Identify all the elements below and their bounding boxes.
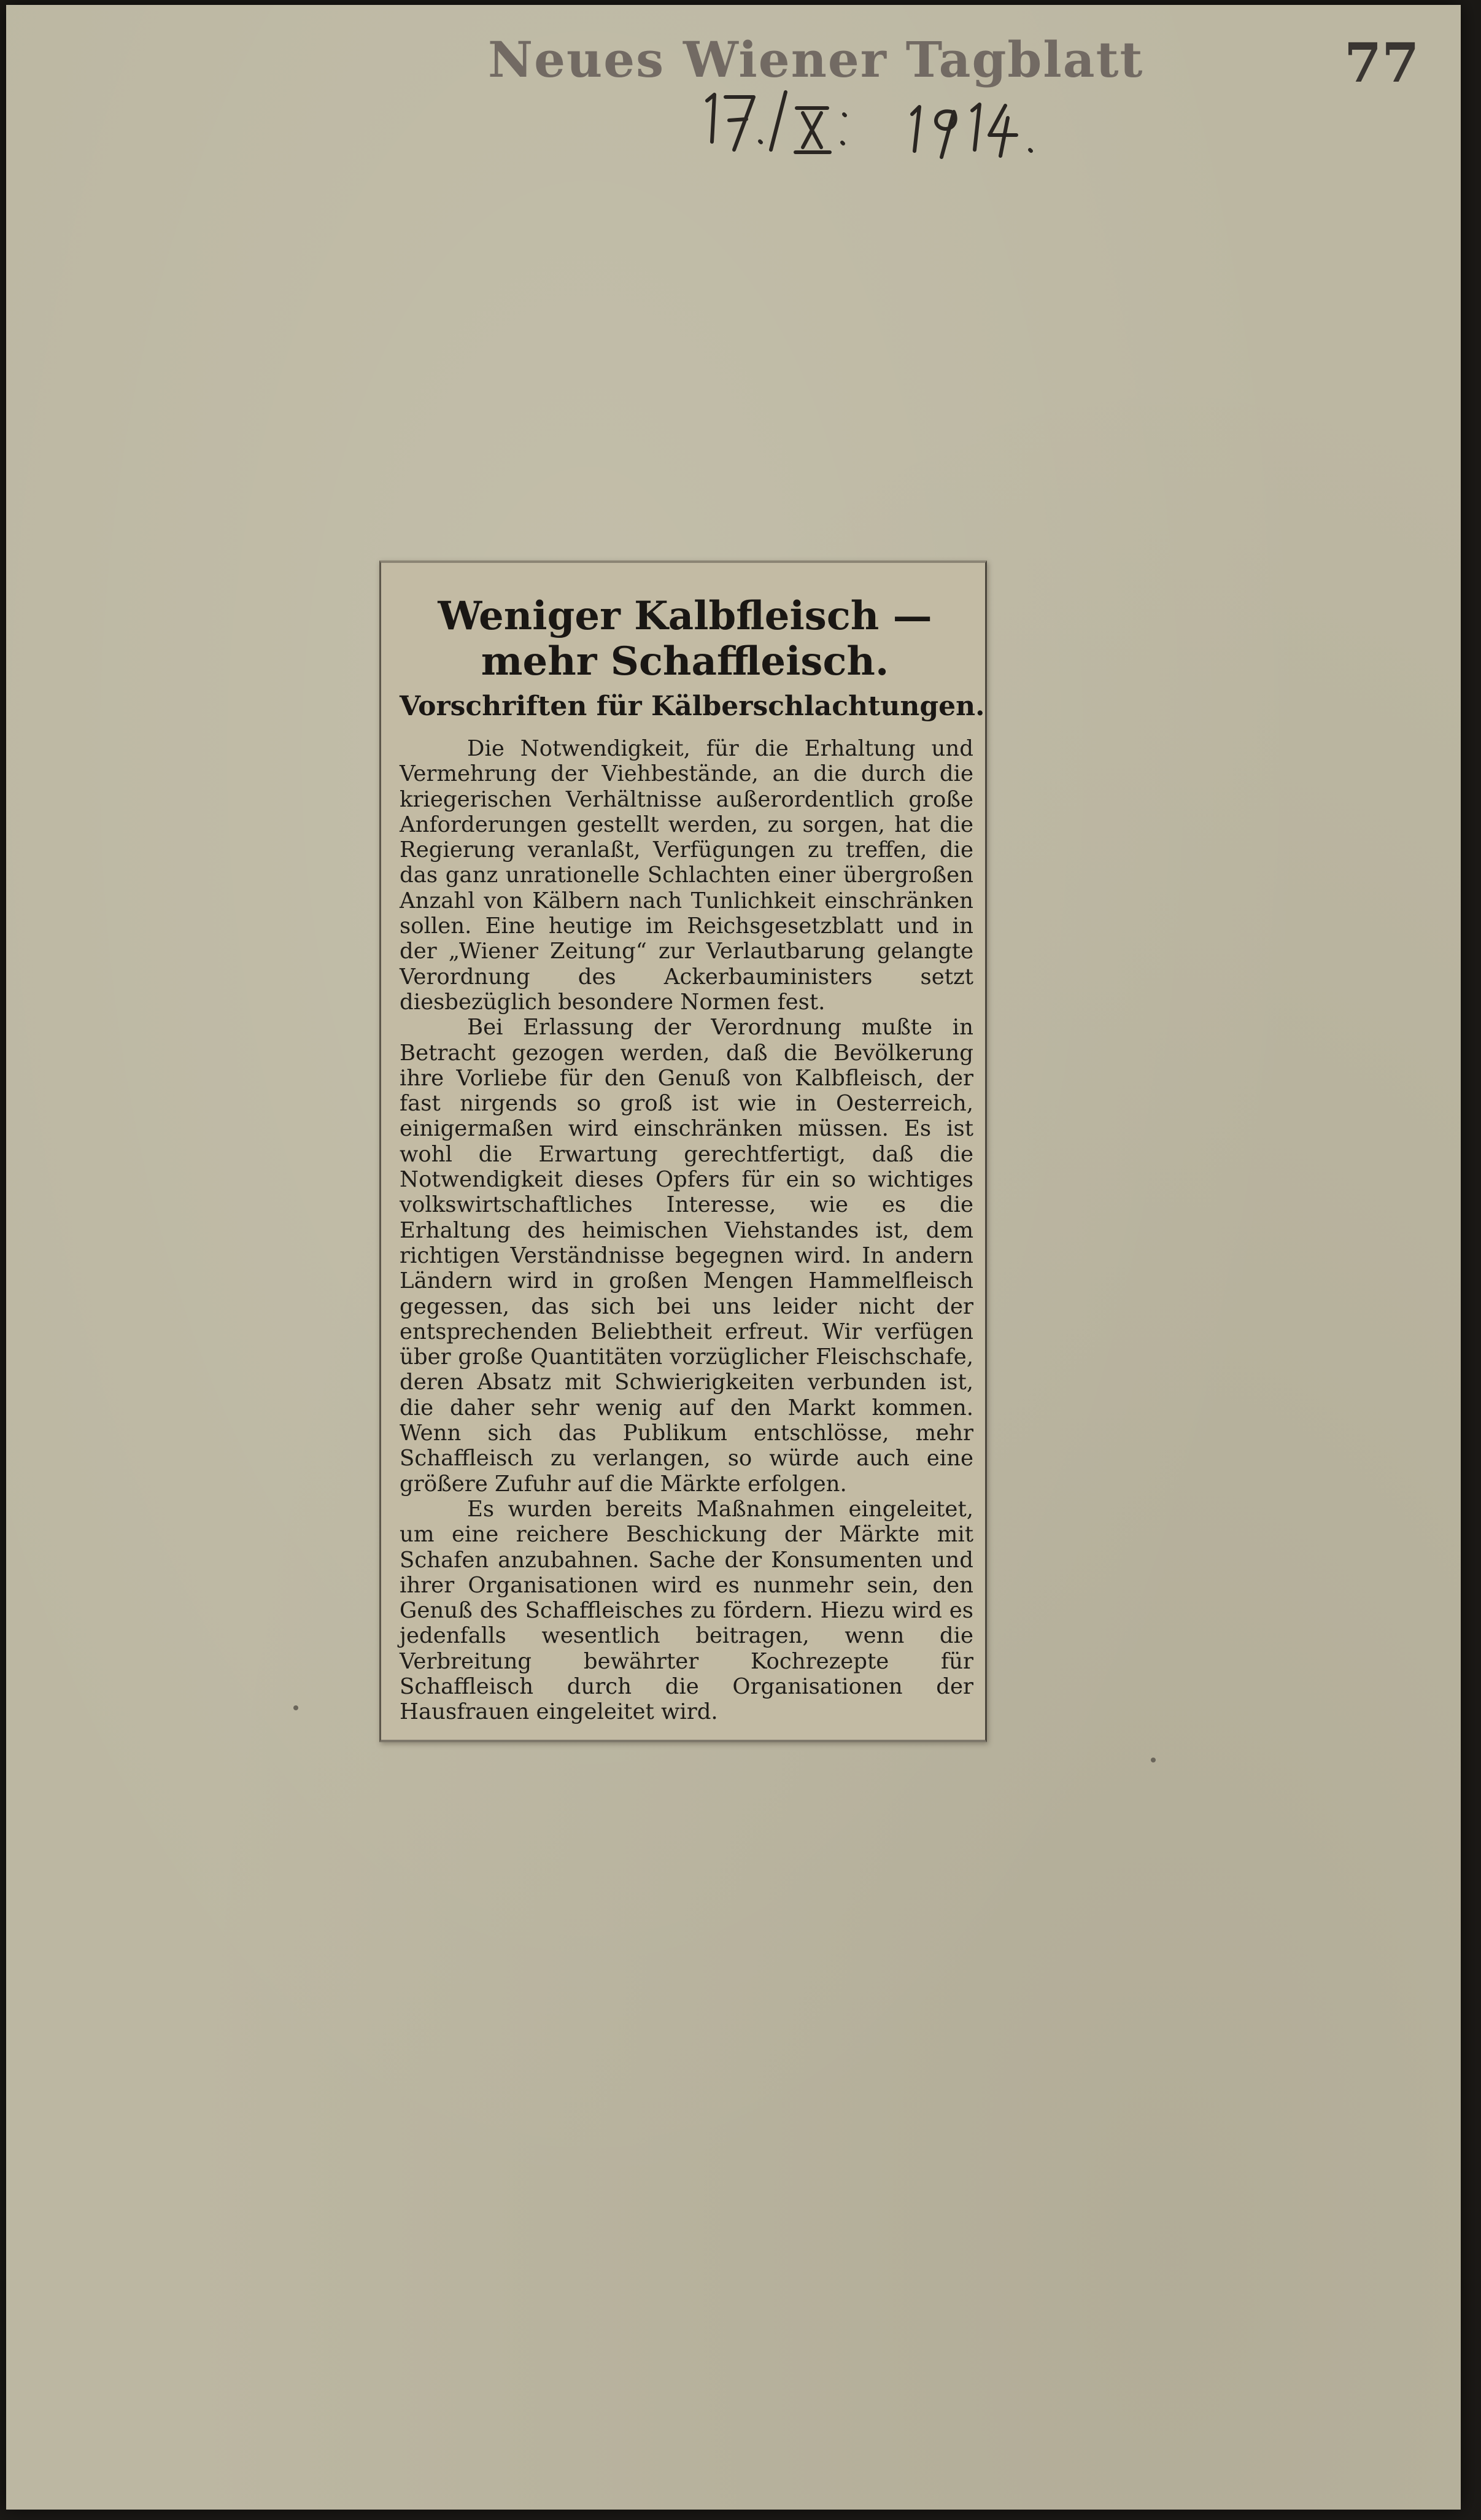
newspaper-clipping — [379, 560, 987, 1742]
article-headline: Weniger Kalbfleisch — mehr Schaffleisch. — [438, 593, 932, 684]
newspaper-name-stamp: Neues Wiener Tagblatt — [488, 31, 1144, 88]
archive-sheet — [6, 5, 1461, 2510]
article-body — [400, 736, 973, 1725]
article-paragraph: Bei Erlassung der Verordnung mußte in Betracht gezogen werden, daß die Bevölkerung ihre Vorliebe für den Genuß von Kalbfleisch, der fast nirgends so groß ist wie in Oesterreich, einigermaßen wird einschränken müssen. Es ist wohl die Erwartung gerechtfertigt, daß die Notwendigkeit dieses Opfers für ein so wichtiges volkswirtschaftliches Interesse, wie es die Erhaltung des heimischen Viehstandes ist, dem richtigen Verständnisse begegnen wird. In andern Ländern wird in großen Mengen Hammelfleisch gegessen, das sich bei uns leider nicht der entsprechenden Beliebtheit erfreut. Wir verfügen über große Quantitäten vorzüglicher Fleischschafe, deren Absatz mit Schwierigkeiten verbunden ist, die daher sehr wenig auf den Markt kommen. Wenn sich das Publikum entschlösse, mehr Schaffleisch zu verlangen, so würde auch eine größere Zufuhr auf die Märkte erfolgen. — [400, 1015, 973, 1497]
article-subheadline: Vorschriften für Kälberschlachtungen. — [400, 691, 985, 722]
handwritten-date — [694, 83, 1068, 176]
paper-speck — [293, 1705, 298, 1710]
page-number: 77 — [1344, 31, 1420, 95]
paper-speck — [1151, 1758, 1156, 1762]
article-paragraph: Die Notwendigkeit, für die Erhaltung und Vermehrung der Viehbestände, an die durch die kriegerischen Verhältnisse außerordentlich große Anforderungen gestellt werden, zu sorgen, hat die Regierung veranlaßt, Verfügungen zu treffen, die das ganz unrationelle Schlachten einer übergroßen Anzahl von Kälbern nach Tunlichkeit einschränken sollen. Eine heutige im Reichsgesetzblatt und in der „Wiener Zeitung“ zur Verlautbarung gelangte Verordnung des Ackerbauministers setzt diesbezüglich besondere Normen fest. — [400, 736, 973, 1015]
article-paragraph: Es wurden bereits Maßnahmen eingeleitet, um eine reichere Beschickung der Märkte mit Schafen anzubahnen. Sache der Konsumenten und ihrer Organisationen wird es nunmehr sein, den Genuß des Schaffleisches zu fördern. Hiezu wird es jedenfalls wesentlich beitragen, wenn die Verbreitung bewährter Kochrezepte für Schaffleisch durch die Organisationen der Hausfrauen eingeleitet wird. — [400, 1496, 973, 1725]
